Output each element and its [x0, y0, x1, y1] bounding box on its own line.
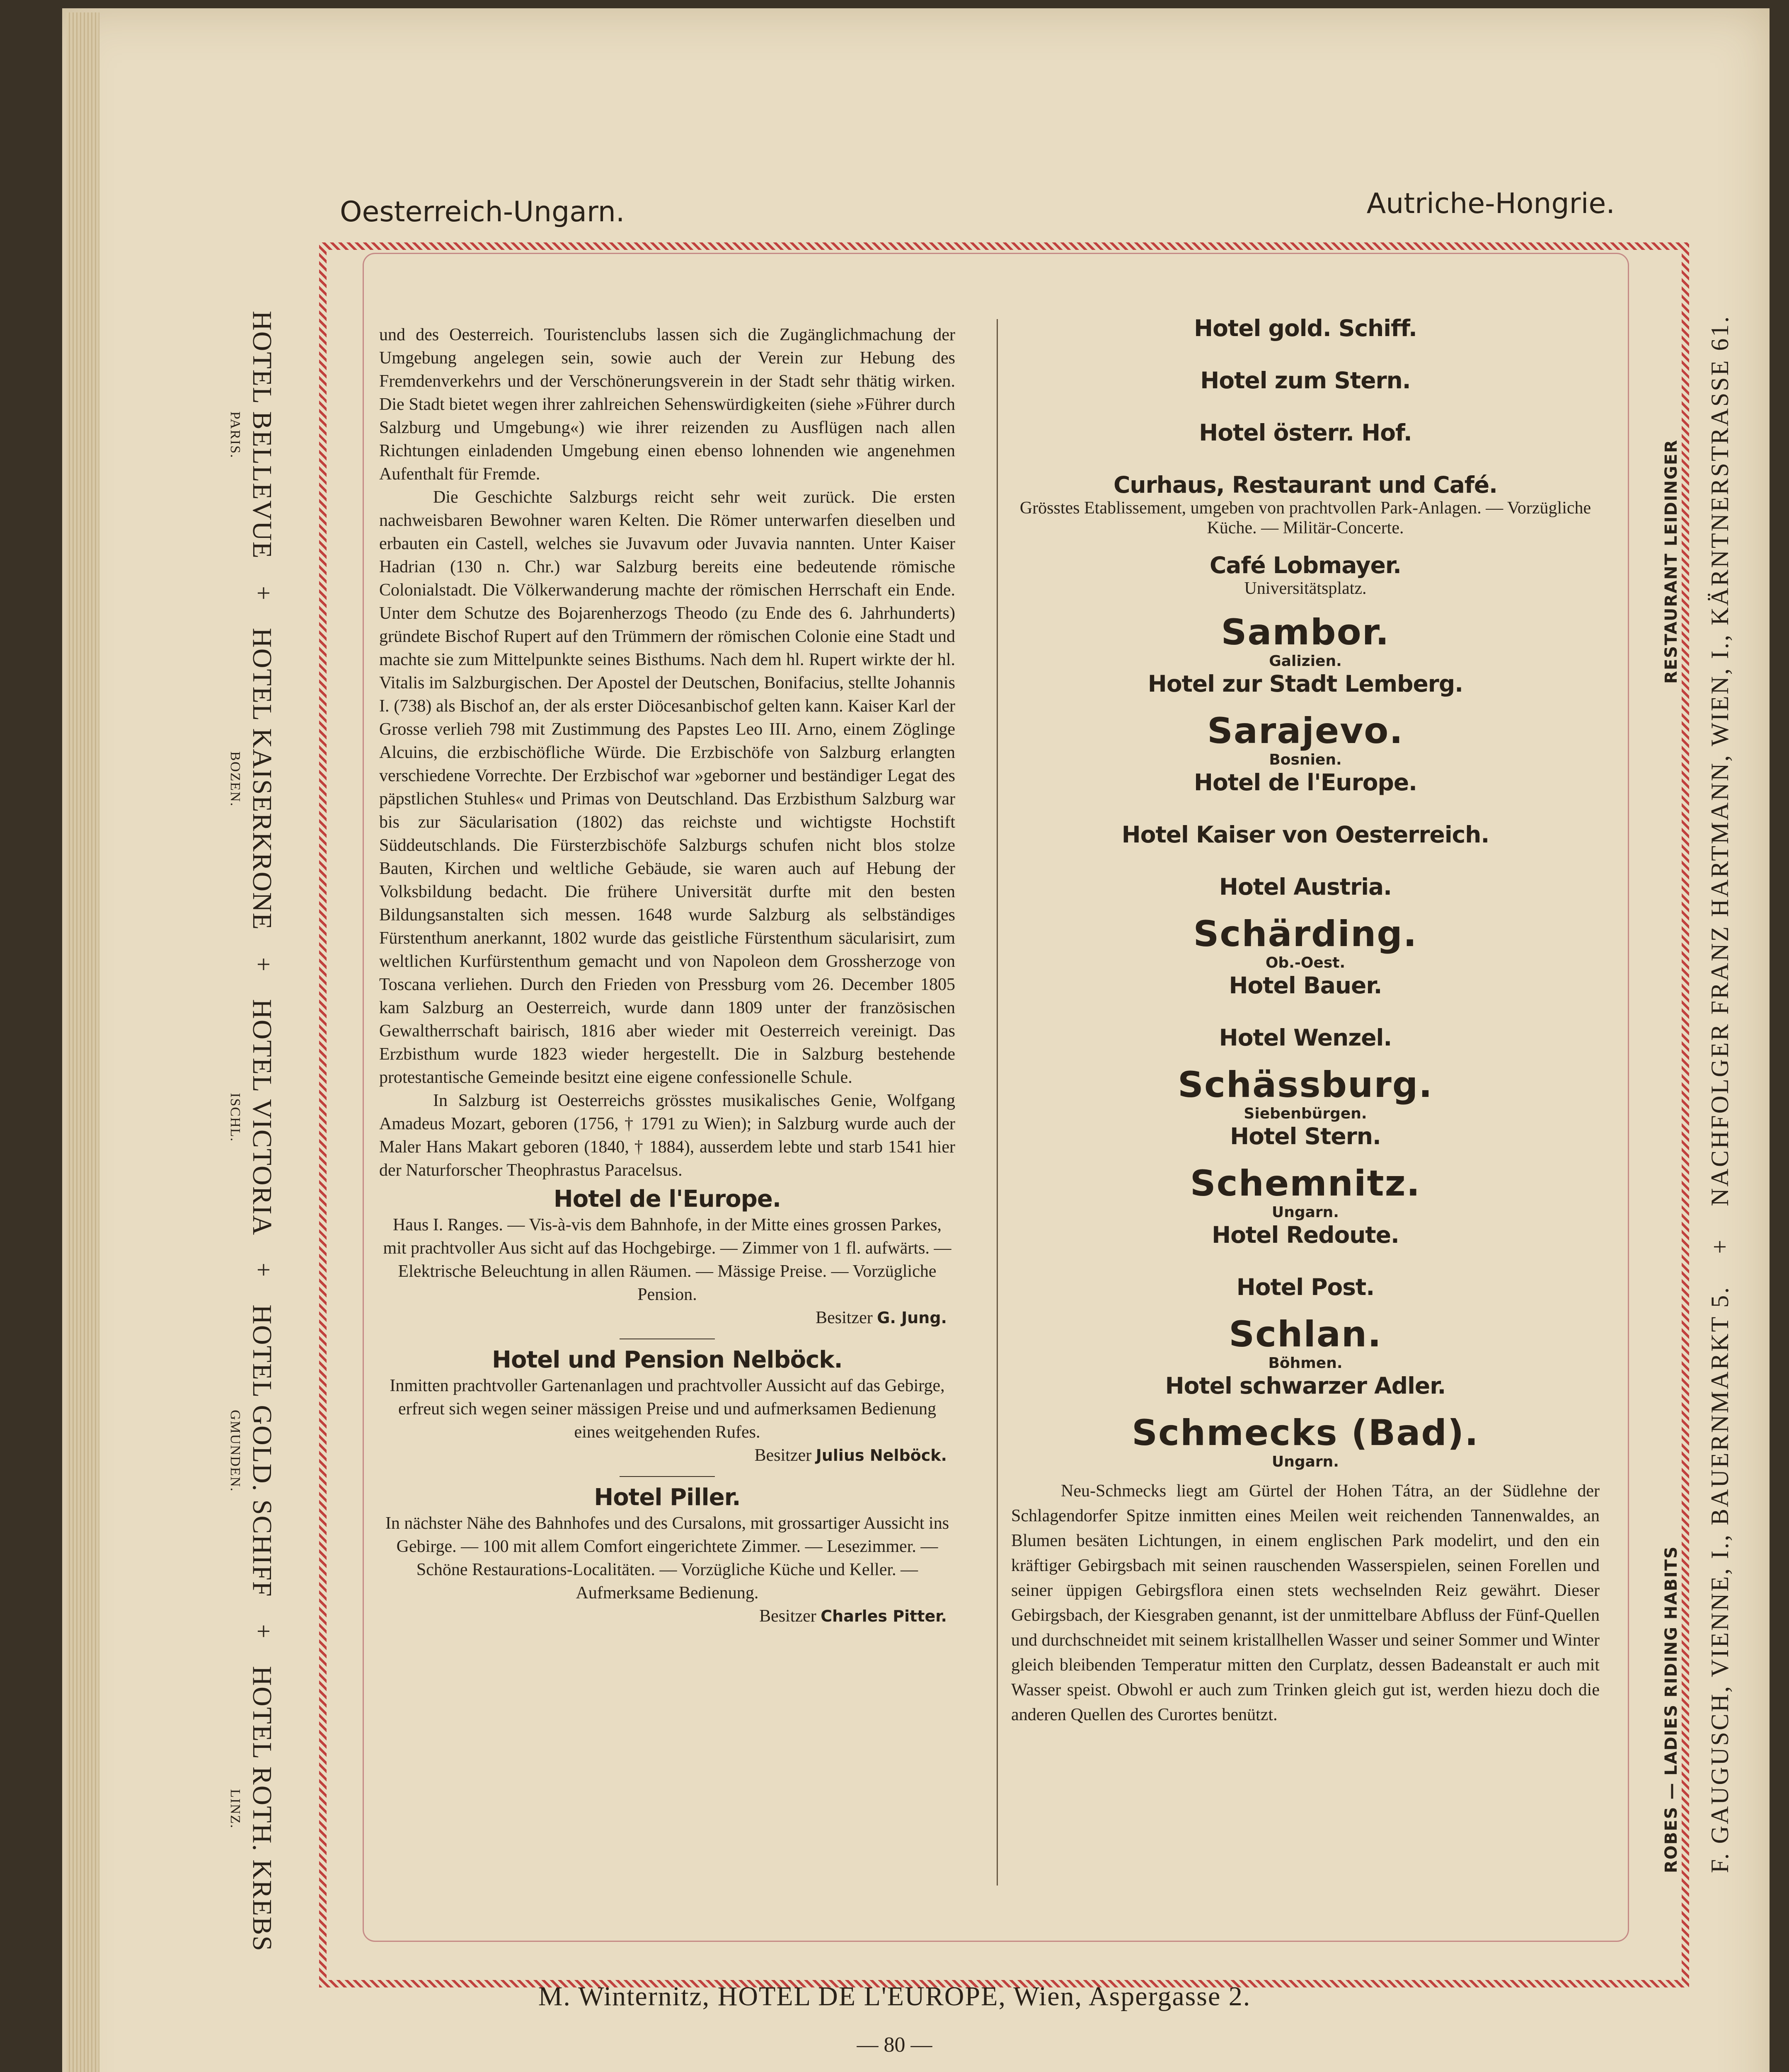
- region-name: Galizien.: [1269, 653, 1342, 670]
- hotel-description: Grösstes Etablissement, umgeben von prachtvollen Park-Anlagen. — Vorzügliche Küche. — Militär-Concerte.: [1019, 499, 1591, 537]
- hotel-name: Hotel Wenzel.: [1219, 1024, 1392, 1051]
- hotel-name: Curhaus, Restaurant und Café.: [1113, 472, 1498, 498]
- side-separator: +: [250, 1263, 277, 1278]
- column-rule: [997, 319, 998, 1886]
- right-column: [1011, 315, 1600, 1727]
- header-left: Oesterreich-Ungarn.: [340, 196, 625, 228]
- ad-title: Hotel Piller.: [594, 1484, 741, 1511]
- ad-separator: [620, 1476, 715, 1477]
- footer-address: M. Winternitz, HOTEL DE L'EUROPE, Wien, Aspergasse 2.: [538, 1981, 1251, 2011]
- page-number: — 80 —: [857, 2033, 932, 2057]
- hotel-name: Hotel Stern.: [1230, 1123, 1381, 1150]
- left-column: [379, 323, 955, 1628]
- region-name: Böhmen.: [1268, 1355, 1343, 1372]
- hotel-name: Hotel de l'Europe.: [1193, 769, 1417, 796]
- hotel-name: Hotel zum Stern.: [1200, 367, 1411, 394]
- side-separator: +: [250, 1624, 277, 1639]
- ad-owner: Besitzer Julius Nelböck.: [754, 1446, 947, 1465]
- hotel-description: Universitätsplatz.: [1244, 579, 1367, 598]
- hotel-name: Hotel Post.: [1236, 1274, 1375, 1300]
- hotel-name: Café Lobmayer.: [1209, 552, 1402, 579]
- hotel-name: Hotel zur Stadt Lemberg.: [1147, 670, 1463, 697]
- hotel-name: Hotel Redoute.: [1212, 1222, 1399, 1248]
- side-hotel: HOTEL GOLD. SCHIFF GMUNDEN.: [228, 1305, 277, 1598]
- side-separator: +: [250, 957, 277, 972]
- right-side-banner: [1662, 265, 1778, 1873]
- side-hotel: HOTEL KAISERKRONE BOZEN.: [228, 628, 277, 931]
- hotel-name: Hotel Kaiser von Oesterreich.: [1121, 821, 1489, 848]
- right-side-line1: ROBES — LADIES RIDING HABITS RESTAURANT LEIDINGER: [1662, 439, 1681, 1873]
- left-side-banner: [228, 311, 278, 1952]
- region-name: Bosnien.: [1269, 751, 1342, 768]
- ad-block: [379, 1188, 955, 1329]
- city-name: Schlan.: [1229, 1314, 1382, 1355]
- ad-owner: Besitzer G. Jung.: [816, 1308, 947, 1327]
- ad-block: [379, 1486, 955, 1628]
- hotel-name: Hotel österr. Hof.: [1199, 419, 1412, 446]
- ad-body: Inmitten prachtvoller Gartenanlagen und prachtvoller Aussicht auf das Gebirge, erfreut sich wegen seiner mässigen Preise und und aufmerksamen Bedienung eines weitgehenden Rufes.: [390, 1376, 945, 1442]
- region-name: Ungarn.: [1272, 1204, 1339, 1221]
- text-paragraph: In Salzburg ist Oesterreichs grösstes musikalisches Genie, Wolfgang Amadeus Mozart, geboren (1756, † 1791 zu Wien); in Salzburg wurde auch der Maler Hans Makart geboren (1840, † 1884), ausserdem lebte und starb 1541 hier der Naturforscher Theophrastus Paracelsus.: [379, 1091, 955, 1180]
- side-separator: +: [250, 586, 277, 601]
- region-name: Ungarn.: [1272, 1453, 1339, 1470]
- city-name: Schässburg.: [1178, 1064, 1433, 1106]
- hotel-name: Hotel Austria.: [1219, 874, 1392, 900]
- text-paragraph: und des Oesterreich. Touristenclubs lassen sich die Zugänglichmachung der Umgebung angelegen sein, sowie auch der Verein zur Hebung des Fremdenverkehrs und der Verschönerungsverein in der Stadt sehr thätig wirken. Die Stadt bietet wegen ihrer zahlreichen Sehenswürdigkeiten (siehe »Führer durch Salzburg und Umgebung«) wie ihrer reizenden zu Ausflügen nach allen Richtungen einladenden Umgebung einen ebenso lohnenden wie angenehmen Aufenthalt für Fremde.: [379, 325, 955, 484]
- hotel-name: Hotel gold. Schiff.: [1194, 315, 1417, 341]
- city-name: Sarajevo.: [1207, 710, 1404, 752]
- side-hotel: HOTEL BELLEVUE PARIS.: [228, 311, 277, 559]
- text-paragraph: Die Geschichte Salzburgs reicht sehr weit zurück. Die ersten nachweisbaren Bewohner waren Kelten. Die Römer unterwarfen dieselben und erbauten ein Castell, welches sie Juvavum oder Juvavia nannten. Unter Kaiser Hadrian (130 n. Chr.) war Salzburg bereits eine bedeutende römische Colonialstadt. Die Völkerwanderung machte der römischen Herrschaft ein Ende. Unter dem Schutze des Bojarenherzogs Theodo (zu Ende des 6. Jahrhunderts) gründete Bischof Rupert auf den Trümmern der römischen Colonie eine Stadt und machte sie zum Mittelpunkte seines Bisthums. Nach dem hl. Rupert wirkte der hl. Vitalis im Salzburgischen. Der Apostel der Deutschen, Bonifacius, stellte Johannis I. (738) als Bischof an, der als erster Diöcesanbischof gelten kann. Kaiser Karl der Grosse verlieh 798 mit Zustimmung des Papstes Leo III. Arno, einem Zöglinge Alcuins, die erzbischöfliche Würde. Die Erzbischöfe von Salzburg erlangten verschiedene Vorrechte. Der Erzbischof war »geborner und beständiger Legat des päpstlichen Stuhles« und Primas von Deutschland. Das Erzbisthum Salzburg war bis zur Säcularisation (1802) das reichste und wichtigste Hochstift Süddeutschlands. Die Fürsterzbischöfe Salzburgs schufen nicht blos stolze Bauten, Kirchen und weltliche Gebäude, sie waren auch auf Hebung der Volksbildung bedacht. Die frühere Universität durfte mit den besten Bildungsanstalten sich messen. 1648 wurde Salzburg als selbständiges Fürstenthum anerkannt, 1802 wurde das geistliche Fürstenthum säcularisirt, zum weltlichen Kurfürstenthum gemacht und von Napoleon dem Grossherzoge von Toscana verliehen. Durch den Frieden von Pressburg vom 26. December 1805 kam Salzburg an Oesterreich, wurde dann 1809 unter der französischen Gewaltherrschaft bairisch, 1816 aber wieder mit Oesterreich vereinigt. Das Erzbisthum wurde 1823 wieder hergestellt. Die in Salzburg bestehende protestantische Gemeinde besitzt eine eigene confessionelle Schule.: [379, 488, 955, 1087]
- hotel-name: Hotel schwarzer Adler.: [1165, 1372, 1446, 1399]
- text-paragraph: Neu-Schmecks liegt am Gürtel der Hohen Tátra, an der Südlehne der Schlagendorfer Spitze inmitten eines Meilen weit reichenden Tannenwaldes, an Blumen besäten Lichtungen, in einem englischen Park modelirt, und den ein kräftiger Gebirgsbach mit seinen rauschenden Wasserspielen, seinen Forellen und seiner üppigen Gebirgsflora einen stets wechselnden Reiz gewährt. Dieser Gebirgsbach, der Kiesgraben genannt, ist der unmittelbare Abfluss der Fünf-Quellen und durchschneidet mit seinem kristallhellen Wasser und seiner Sommer und Winter gleich bleibenden Temperatur mitten den Curplatz, dessen Badeanstalt er auch mit Wasser speist. Obwohl er auch zum Trinken gleich gut ist, werden hiezu doch die anderen Quellen des Curortes benützt.: [1011, 1481, 1600, 1724]
- page-edges: [66, 12, 99, 2072]
- side-hotel: HOTEL VICTORIA ISCHL.: [228, 999, 277, 1236]
- city-name: Schmecks (Bad).: [1132, 1412, 1479, 1454]
- ad-title: Hotel de l'Europe.: [553, 1186, 781, 1213]
- ad-owner: Besitzer Charles Pitter.: [759, 1607, 947, 1626]
- ad-block: [379, 1348, 955, 1467]
- region-name: Siebenbürgen.: [1244, 1105, 1367, 1122]
- city-name: Schemnitz.: [1190, 1163, 1421, 1204]
- hotel-name: Hotel Bauer.: [1229, 972, 1382, 999]
- city-name: Sambor.: [1221, 612, 1390, 653]
- city-name: Schärding.: [1193, 913, 1418, 955]
- right-side-line2: F. GAUGUSCH, VIENNE, I., BAUERNMARKT 5. + NACHFOLGER FRANZ HARTMANN, WIEN, I., KÄRNTNERSTRASSE 61.: [1706, 315, 1733, 1873]
- ad-body: Haus I. Ranges. — Vis-à-vis dem Bahnhofe, in der Mitte eines grossen Parkes, mit prachtvoller Aus sicht auf das Hochgebirge. — Zimmer von 1 fl. aufwärts. — Elektrische Beleuchtung in allen Räumen. — Mässige Preise. — Vorzügliche Pension.: [383, 1215, 951, 1304]
- side-hotel: HOTEL ROTH. KREBS LINZ.: [228, 1666, 277, 1952]
- region-name: Ob.-Oest.: [1265, 954, 1346, 971]
- header-right: Autriche-Hongrie.: [1366, 187, 1615, 220]
- ad-body: In nächster Nähe des Bahnhofes und des Cursalons, mit grossartiger Aussicht ins Gebirge. — 100 mit allem Comfort eingerichtete Zimmer. — Lesezimmer. — Schöne Restaurations-Localitäten. — Vorzügliche Küche und Keller. — Aufmerksame Bedienung.: [385, 1514, 949, 1602]
- ad-title: Hotel und Pension Nelböck.: [492, 1346, 842, 1373]
